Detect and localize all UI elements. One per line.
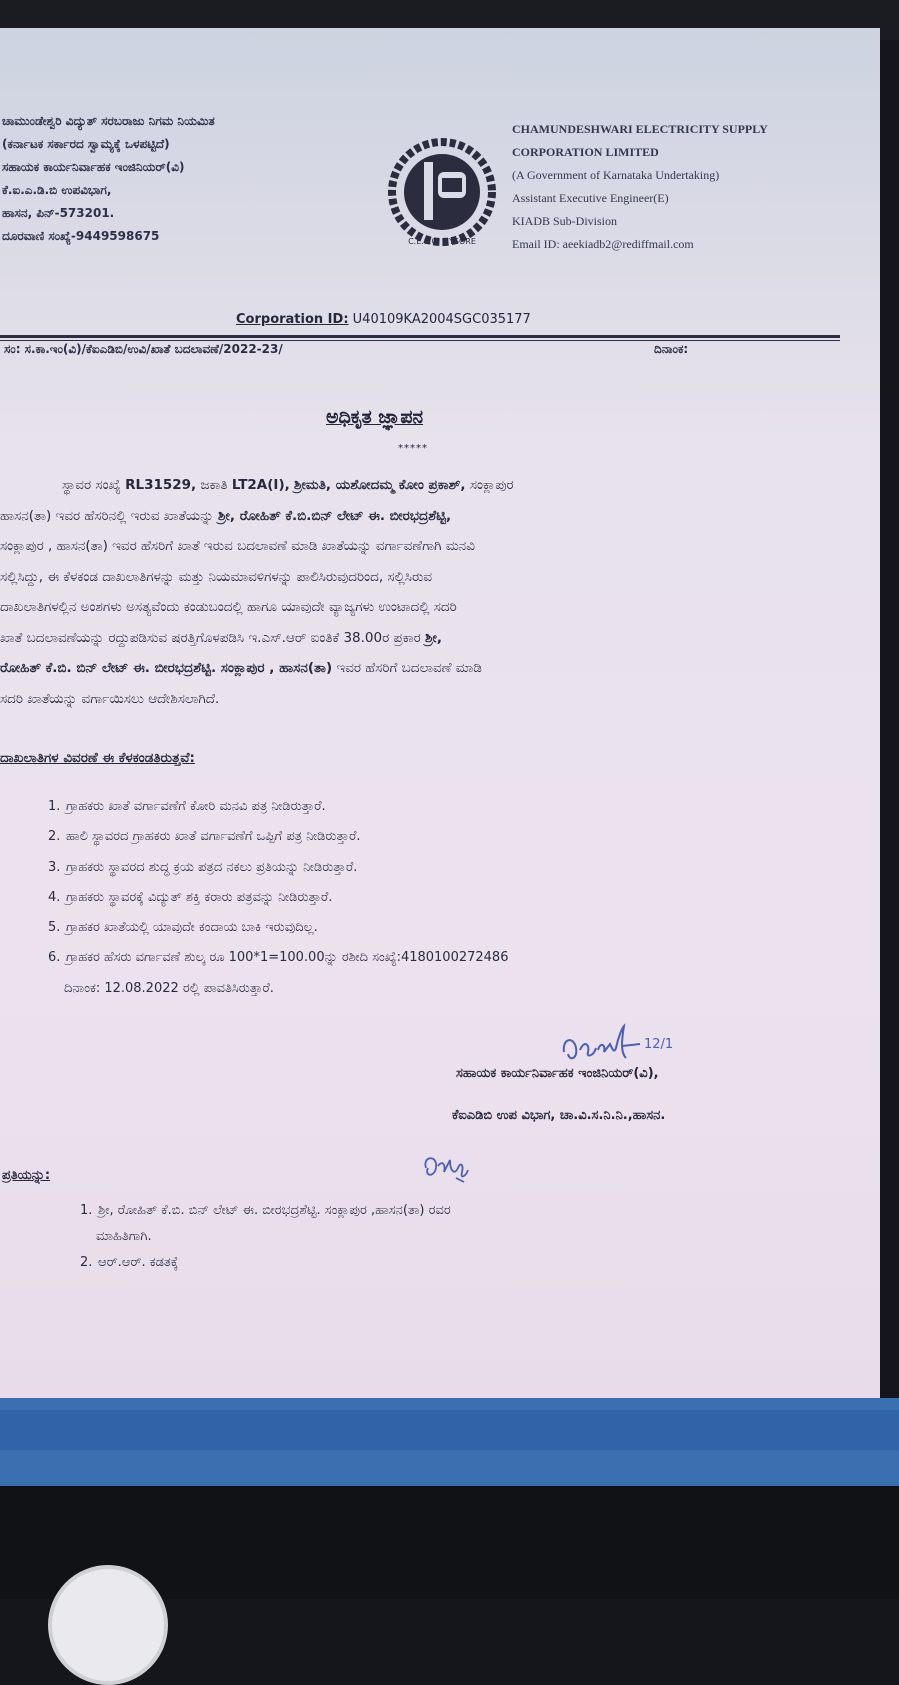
header-kannada-line: ಚಾಮುಂಡೇಶ್ವರಿ ವಿದ್ಯುತ್ ಸರಬರಾಜು ನಿಗಮ ನಿಯಮಿತ [2,114,215,128]
memo-title: ಅಧಿಕೃತ ಜ್ಞಾಪನ [326,406,424,428]
memo-text-segment: ಇವರ ಹೆಸರಿಗೆ ಬದಲಾವಣೆ ಮಾಡಿ [332,660,482,676]
list-item-text: ಗ್ರಾಹಕರ ಖಾತೆಯಲ್ಲಿ ಯಾವುದೇ ಕಂದಾಯ ಬಾಕಿ ಇರುವುದಿಲ್ಲ. [66,920,318,936]
memo-text-segment: ಶ್ರೀ, ರೋಹಿತ್ ಕೆ.ಬಿ.ಬಿನ್ ಲೇಟ್ ಈ. ಬೀರಭದ್ರಶೆಟ್ಟಿ, [218,507,452,524]
document-list-item [48,883,868,913]
document-list-item [48,974,868,1004]
copy-to-item [80,1198,840,1224]
memo-text-segment: ಸಲ್ಲಿಸಿದ್ದು, ಈ ಕೆಳಕಂಡ ದಾಖಲಾತಿಗಳನ್ನು ಮತ್ತು ನಿಯಮಾವಳಿಗಳನ್ನು ಪಾಲಿಸಿರುವುದರಿಂದ, ಸಲ್ಲಿಸಿರುವ [0,568,433,585]
header-english-line: (A Government of Karnataka Undertaking) [512,168,720,182]
header-kannada-address [2,110,382,248]
memo-text-segment: ಶ್ರೀಮತಿ, ಯಶೋದಮ್ಮ ಕೋಂ ಪ್ರಕಾಶ್, [294,477,466,493]
header-kannada-line: (ಕರ್ನಾಟಕ ಸರ್ಕಾರದ ಸ್ವಾಮ್ಯಕ್ಕೆ ಒಳಪಟ್ಟಿದೆ) [2,137,170,151]
memo-text-segment: ದಾಖಲಾತಿಗಳಲ್ಲಿನ ಅಂಶಗಳು ಅಸತ್ಯವೆಂದು ಕಂಡುಬಂದಲ್ಲಿ ಹಾಗೂ ಯಾವುದೇ ವ್ಯಾಜ್ಯಗಳು ಉಂಟಾದಲ್ಲಿ ಸದರಿ [0,599,457,615]
documents-header: ದಾಖಲಾತಿಗಳ ವಿವರಣೆ ಈ ಕೆಳಕಂಡತಿರುತ್ತವೆ: [0,750,195,766]
corporation-id [236,312,531,327]
header-english-address [512,118,872,256]
corporation-id-value: U40109KA2004SGC035177 [352,312,531,327]
list-item-number: 2. [48,829,61,845]
header-english-line: Email ID: aeekiadb2@rediffmail.com [512,237,694,251]
document-list-item [48,943,868,973]
list-item-text: ಗ್ರಾಹಕರು ಸ್ಥಾವರಕ್ಕೆ ವಿದ್ಯುತ್ ಶಕ್ತಿ ಕರಾರು ಪತ್ರವನ್ನು ನೀಡಿರುತ್ತಾರೆ. [66,889,333,905]
memo-body-line [0,562,860,593]
memo-body-line [0,623,860,654]
list-item-number: 6. [48,950,61,966]
date-label: ದಿನಾಂಕ: [654,342,689,356]
copy-to-item [80,1224,840,1250]
list-item-number: 2. [80,1255,93,1270]
document-list-item [48,792,868,822]
memo-body-line [0,592,860,623]
document-list-item [48,822,868,852]
list-item-number: 1. [48,799,61,814]
memo-body-line [0,531,860,562]
memo-body-line [0,684,860,715]
document-page [0,28,880,1400]
corporation-id-label: Corporation ID: [236,312,349,327]
header-kannada-line: ಕೆ.ಐ.ಎ.ಡಿ.ಬಿ ಉಪವಿಭಾಗ, [2,183,112,197]
signatory-office: ಕೆಐಎಡಿಬಿ ಉಪ ವಿಭಾಗ, ಚಾ.ವಿ.ಸ.ನಿ.ನಿ.,ಹಾಸನ. [452,1108,666,1123]
list-item-text: ಹಾಲಿ ಸ್ಥಾವರದ ಗ್ರಾಹಕರು ಖಾತೆ ವರ್ಗಾವಣೆಗೆ ಒಪ್ಪಿಗೆ ಪತ್ರ ನೀಡಿರುತ್ತಾರೆ. [66,829,361,845]
memo-text-segment: ಖಾತೆ ಬದಲಾವಣೆಯನ್ನು ರದ್ದುಪಡಿಸುವ ಷರತ್ತಿಗೊಳಪಡಿಸಿ ಇ.ಎಸ್.ಆರ್ ಐಂತಿಕೆ 38.00ರ ಪ್ರಕಾರ [0,629,426,646]
list-item-number: 1. [80,1203,93,1218]
header-rule [0,335,840,338]
document-list-item [48,913,868,943]
memo-body-line [0,470,860,501]
header-kannada-line: ಹಾಸನ, ಪಿನ್-573201. [2,206,115,220]
list-item-number: 3. [48,859,61,875]
copy-to-header: ಪ್ರತಿಯನ್ನು: [2,1168,51,1183]
list-item-text: ಆರ್.ಆರ್. ಕಡತಕ್ಕೆ [98,1255,179,1270]
reference-number: ಸಂ: ಸ.ಕಾ.ಇಂ(ವಿ)/ಕೆಐಎಡಿಬಿ/ಉವಿ/ಖಾತೆ ಬದಲಾವಣೆ/2022-23/ [4,342,283,356]
header-english-line: CHAMUNDESHWARI ELECTRICITY SUPPLY [512,122,768,136]
memo-text-segment: ಸಂಕ್ಲಾಪುರ [465,477,514,493]
taskbar-band-inner [0,1410,899,1450]
signature-image [560,1018,678,1072]
list-item-text: ಗ್ರಾಹಕರು ಖಾತೆ ವರ್ಗಾವಣೆಗೆ ಕೋರಿ ಮನವಿ ಪತ್ರ ನೀಡಿರುತ್ತಾರೆ. [66,799,326,814]
memo-text-segment: ರೋಹಿತ್ ಕೆ.ಬಿ. ಬಿನ್ ಲೇಟ್ ಈ. ಬೀರಭದ್ರಶೆಟ್ಟಿ. ಸಂಕ್ಲಾಪುರ , ಹಾಸನ(ತಾ) [0,660,333,676]
hp-logo-icon [48,1565,168,1685]
documents-list [48,792,868,1004]
memo-text-segment: LT2A(I), [231,477,290,493]
header-english-line: Assistant Executive Engineer(E) [512,191,669,205]
list-item-text: ದಿನಾಂಕ: 12.08.2022 ರಲ್ಲಿ ಪಾವತಿಸಿರುತ್ತಾರೆ. [64,980,274,996]
cesc-logo [384,134,500,250]
title-dots: ***** [398,443,428,454]
memo-text-segment: RL31529, [125,477,197,493]
list-item-text: ಶ್ರೀ, ರೋಹಿತ್ ಕೆ.ಬಿ. ಬಿನ್ ಲೇಟ್ ಈ. ಬೀರಭದ್ರಶೆಟ್ಟಿ. ಸಂಕ್ಲಾಪುರ ,ಹಾಸನ(ತಾ) ರವರ [98,1203,451,1218]
signatory-title: ಸಹಾಯಕ ಕಾರ್ಯನಿರ್ವಾಹಕ ಇಂಜಿನಿಯರ್(ವಿ), [456,1066,659,1081]
memo-body-line [0,653,860,684]
list-item-number: 4. [48,889,61,905]
copy-to-item [80,1250,840,1276]
header-kannada-line: ಸಹಾಯಕ ಕಾರ್ಯನಿರ್ವಾಹಕ ಇಂಜಿನಿಯರ್(ವಿ) [2,160,185,174]
memo-body-line [0,501,860,532]
memo-text-segment: ಸ್ಥಾವರ ಸಂಖ್ಯೆ [62,477,126,493]
memo-body [0,470,860,714]
document-list-item [48,853,868,883]
header-rule-thin [0,340,840,341]
list-item-number: 5. [48,920,61,936]
header-kannada-line: ದೂರವಾಣಿ ಸಂಖ್ಯೆ-9449598675 [2,229,160,243]
memo-text-segment: ಸಂಕ್ಲಾಪುರ , ಹಾಸನ(ತಾ) ಇವರ ಹೆಸರಿಗೆ ಖಾತೆ ಇರುವ ಬದಲಾವಣೆ ಮಾಡಿ ಖಾತೆಯನ್ನು ವರ್ಗಾವಣೆಗಾಗಿ ಮನವಿ [0,538,475,554]
header-english-line: KIADB Sub-Division [512,214,618,228]
svg-text:C.E.S.C. MYSORE: C.E.S.C. MYSORE [408,237,476,246]
list-item-text: ಮಾಹಿತಿಗಾಗಿ. [96,1229,152,1244]
memo-text-segment: ಶ್ರೀ, [425,629,443,646]
copy-to-list [80,1198,840,1276]
svg-text:12/1: 12/1 [644,1037,674,1052]
header-english-line: CORPORATION LIMITED [512,145,659,159]
memo-text-segment: ಸದರಿ ಖಾತೆಯನ್ನು ವರ್ಗಾಯಿಸಲು ಆದೇಶಿಸಲಾಗಿದೆ. [0,690,220,707]
memo-text-segment: ಹಾಸನ(ತಾ) ಇವರ ಹೆಸರಿನಲ್ಲಿ ಇರುವ ಖಾತೆಯನ್ನು [0,507,219,524]
memo-text-segment: ಜಕಾತಿ [196,477,232,493]
list-item-text: ಗ್ರಾಹಕರು ಸ್ಥಾವರದ ಶುದ್ಧ ಕ್ರಯ ಪತ್ರದ ನಕಲು ಪ್ರತಿಯನ್ನು ನೀಡಿರುತ್ತಾರೆ. [66,859,358,875]
list-item-text: ಗ್ರಾಹಕರ ಹೆಸರು ವರ್ಗಾವಣೆ ಶುಲ್ಕ ರೂ 100*1=100.00ನ್ನು ರಶೀದಿ ಸಂಖ್ಯೆ:4180100272486 [66,950,509,966]
initials-image [420,1146,484,1186]
